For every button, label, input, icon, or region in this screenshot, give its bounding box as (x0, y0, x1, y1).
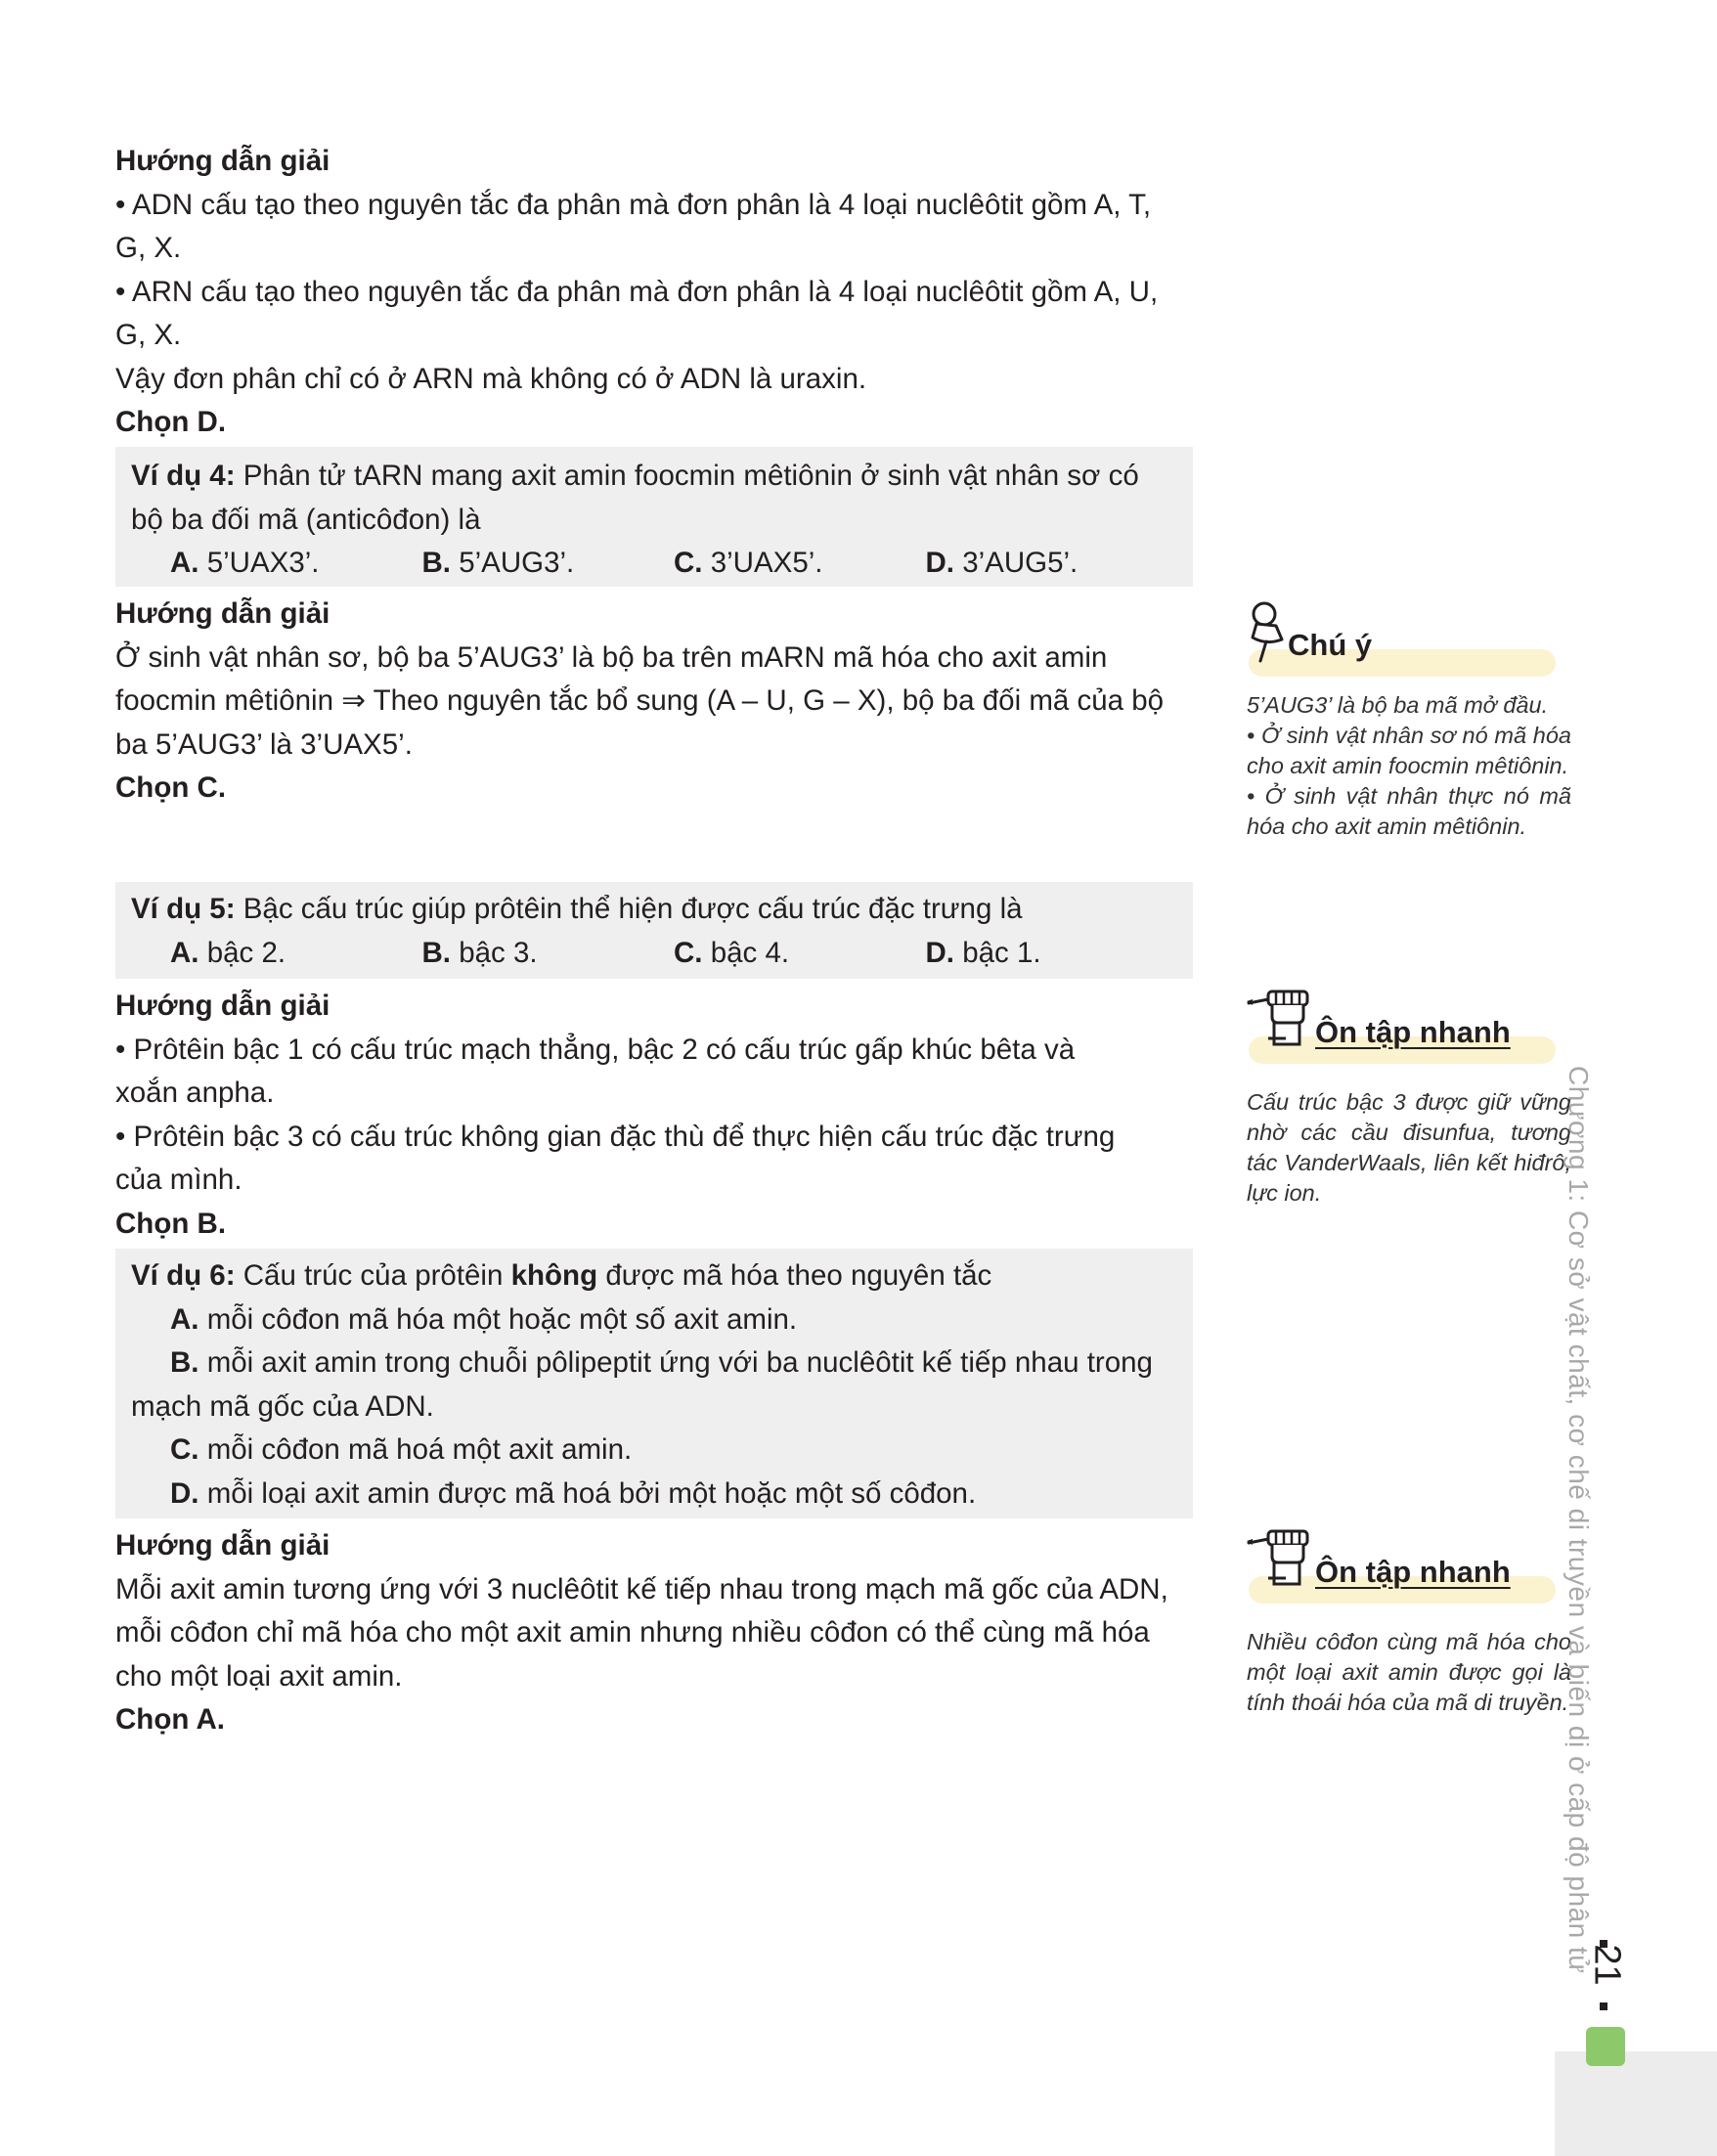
option-d: D. 3’AUG5’. (925, 547, 1079, 579)
note-title-row (1247, 598, 1571, 688)
separator-dot (1600, 2002, 1607, 2010)
solution-line: Ở sinh vật nhân sơ, bộ ba 5’AUG3’ là bộ ba trên mARN mã hóa cho axit amin (115, 640, 1108, 674)
solution-text: Theo nguyên tắc bổ sung (A – U, G – X), bộ ba đối mã của bộ (373, 684, 1165, 717)
example-label: Ví dụ 5: (131, 893, 236, 925)
option-c: C. 3’UAX5’. (674, 547, 823, 579)
option-c: C. mỗi côđon mã hoá một axit amin. (170, 1433, 633, 1466)
question-text: được mã hóa theo nguyên tắc (605, 1259, 992, 1292)
note-text: • Ở sinh vật nhân sơ nó mã hóa cho axit amin foocmin mêtiônin. (1247, 723, 1571, 778)
option-b: B. bậc 3. (421, 936, 538, 969)
implies-arrow: ⇒ (341, 684, 366, 717)
note-text: 5’AUG3’ là bộ ba mã mở đầu. (1247, 692, 1549, 718)
note-title-row (1247, 1525, 1571, 1615)
example-4-box (115, 447, 1193, 587)
option-b-cont: mạch mã gốc của ADN. (131, 1389, 434, 1423)
option-b: B. mỗi axit amin trong chuỗi pôlipeptit ứng với ba nuclêôtit kế tiếp nhau trong (170, 1346, 1153, 1379)
page-number: 21 (1586, 1944, 1628, 1986)
note-title: Ôn tập nhanh (1315, 1555, 1511, 1589)
option-b: B. 5’AUG3’. (421, 547, 575, 579)
note-text: Nhiều côđon cùng mã hóa cho một loại axit amin được gọi là tính thoái hóa của mã di truyền. (1247, 1629, 1571, 1715)
solution-line: • Prôtêin bậc 3 có cấu trúc không gian đặc thù để thực hiện cấu trúc đặc trưng (115, 1120, 1116, 1153)
options-row (131, 932, 1177, 976)
solution-line: • Prôtêin bậc 1 có cấu trúc mạch thẳng, bậc 2 có cấu trúc gấp khúc bêta và (115, 1033, 1076, 1066)
solution-heading: Hướng dẫn giải (115, 1529, 330, 1562)
question-text: Phân tử tARN mang axit amin foocmin mêtiônin ở sinh vật nhân sơ có (242, 460, 1139, 492)
note-quick-review-1 (1247, 986, 1571, 1209)
solution-4 (115, 593, 1193, 811)
example-6-box (115, 1249, 1193, 1518)
page-color-marker (1586, 2027, 1625, 2066)
option-c: C. bậc 4. (674, 936, 790, 969)
option-a: A. mỗi côđon mã hóa một hoặc một số axit amin. (170, 1302, 798, 1336)
answer-choice: Chọn A. (115, 1703, 225, 1736)
solution-heading: Hướng dẫn giải (115, 597, 330, 630)
option-d: D. mỗi loại axit amin được mã hoá bởi một hoặc một số côđon. (170, 1476, 977, 1510)
option-a: A. 5’UAX3’. (170, 547, 320, 579)
option-d: D. bậc 1. (925, 936, 1041, 969)
solution-heading: Hướng dẫn giải (115, 145, 330, 177)
solution-line: Vậy đơn phân chỉ có ở ARN mà không có ở ADN là uraxin. (115, 362, 867, 395)
note-attention (1247, 598, 1571, 842)
writing-hand-icon (1247, 986, 1317, 1056)
solution-text: foocmin mêtiônin (115, 684, 333, 717)
note-title: Chú ý (1288, 628, 1373, 662)
example-5-box (115, 882, 1193, 979)
chapter-title: Chương 1: Cơ sở vật chất, cơ chế di truyền và biến dị ở cấp độ phân tử (1563, 1066, 1594, 1974)
solution-line: mỗi côđon chỉ mã hóa cho một axit amin nhưng nhiều côđon có thể cùng mã hóa (115, 1616, 1150, 1649)
example-label: Ví dụ 4: (131, 460, 236, 492)
page-corner-tab (1555, 2051, 1717, 2156)
answer-choice: Chọn B. (115, 1207, 227, 1240)
solution-heading: Hướng dẫn giải (115, 990, 330, 1022)
note-text: • Ở sinh vật nhân thực nó mã hóa cho axit amin mêtiônin. (1247, 783, 1571, 839)
solution-line: cho một loại axit amin. (115, 1659, 403, 1693)
pushpin-icon (1247, 598, 1294, 667)
note-title: Ôn tập nhanh (1315, 1015, 1511, 1049)
answer-choice: Chọn C. (115, 771, 227, 804)
question-text: bộ ba đối mã (anticôđon) là (131, 503, 481, 536)
note-text: Cấu trúc bậc 3 được giữ vững nhờ các cầu đisunfua, tương tác VanderWaals, liên kết hiđrô, lực ion. (1247, 1089, 1571, 1206)
solution-line: • ADN cấu tạo theo nguyên tắc đa phân mà đơn phân là 4 loại nuclêôtit gồm A, T, (115, 188, 1152, 221)
solution-3 (115, 140, 1193, 445)
solution-line: Mỗi axit amin tương ứng với 3 nuclêôtit kế tiếp nhau trong mạch mã gốc của ADN, (115, 1572, 1168, 1606)
solution-line: G, X. (115, 232, 182, 264)
solution-6 (115, 1524, 1193, 1742)
answer-choice: Chọn D. (115, 406, 227, 438)
question-text: Bậc cấu trúc giúp prôtêin thể hiện được cấu trúc đặc trưng là (242, 893, 1023, 925)
writing-hand-icon (1247, 1525, 1317, 1596)
solution-5 (115, 985, 1193, 1246)
solution-line: xoắn anpha. (115, 1077, 275, 1109)
solution-line: ba 5’AUG3’ là 3’UAX5’. (115, 727, 413, 761)
question-text: Cấu trúc của prôtêin (242, 1259, 504, 1292)
option-a: A. bậc 2. (170, 936, 286, 969)
solution-line: của mình. (115, 1164, 242, 1196)
options-row (131, 542, 1177, 586)
note-quick-review-2 (1247, 1525, 1571, 1718)
solution-line: G, X. (115, 319, 182, 351)
example-label: Ví dụ 6: (131, 1259, 236, 1292)
solution-line: • ARN cấu tạo theo nguyên tắc đa phân mà đơn phân là 4 loại nuclêôtit gồm A, U, (115, 275, 1159, 308)
note-title-row (1247, 986, 1571, 1076)
question-emphasis: không (510, 1259, 598, 1292)
